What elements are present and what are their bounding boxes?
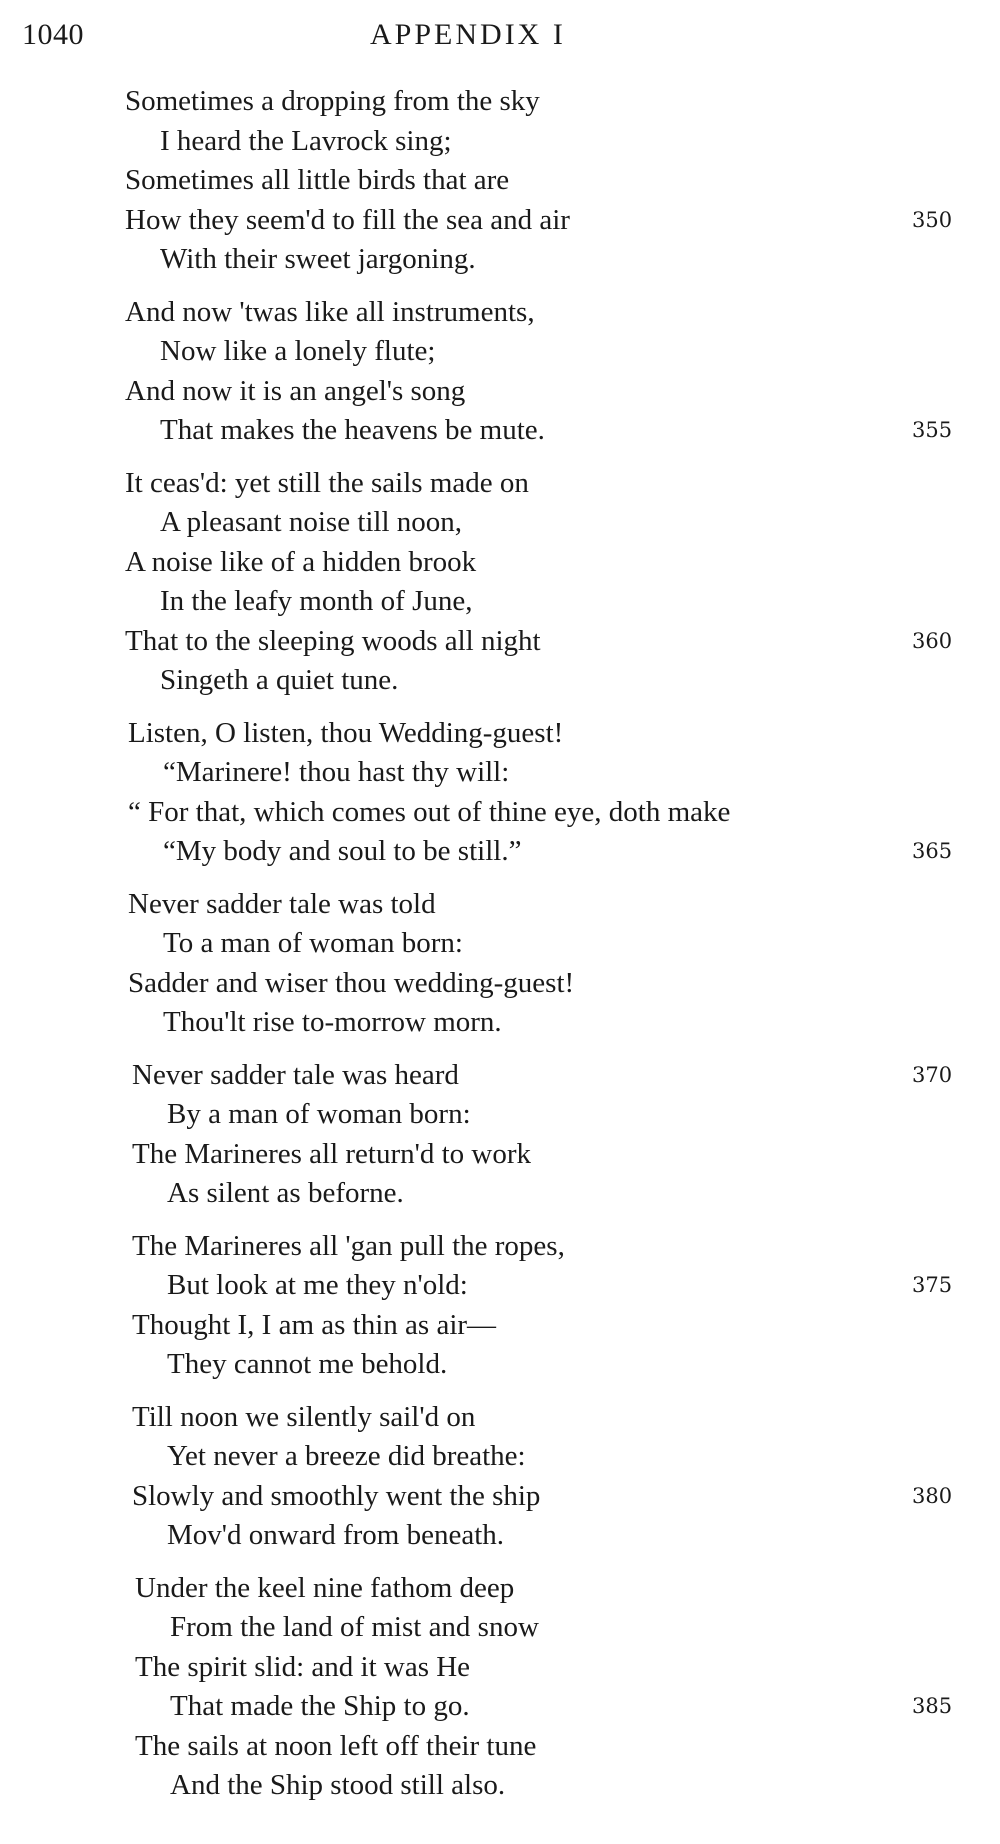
poem-line-text: The sails at noon left off their tune: [135, 1729, 537, 1762]
poem-line-text: How they seem'd to fill the sea and air: [125, 203, 570, 236]
poem-line-text: In the leafy month of June,: [160, 585, 473, 617]
poem-line: [0, 964, 1000, 1004]
poem-line-text: With their sweet jargoning.: [160, 243, 476, 275]
poem-line: [0, 201, 1000, 241]
stanza: [0, 1398, 1000, 1556]
poem-line-text: It ceas'd: yet still the sails made on: [125, 466, 529, 499]
poem-line-text: “Marinere! thou hast thy will:: [163, 756, 510, 788]
poem-line: [0, 1266, 1000, 1306]
poem-line-text: Never sadder tale was heard: [132, 1058, 459, 1091]
poem-line: [0, 1569, 1000, 1609]
poem-line-text: Sadder and wiser thou wedding-guest!: [128, 966, 575, 999]
poem-line: [0, 1003, 1000, 1043]
page-number: 1040: [22, 18, 84, 51]
poem-line: [0, 1437, 1000, 1477]
poem-line-text: Never sadder tale was told: [128, 887, 436, 920]
poem-line-text: Till noon we silently sail'd on: [132, 1400, 476, 1433]
poem-line-text: The Marineres all return'd to work: [132, 1137, 532, 1170]
poem-line: [0, 661, 1000, 701]
poem-line-text: And the Ship stood still also.: [170, 1769, 506, 1801]
poem-line: [0, 464, 1000, 504]
poem-line-text: Sometimes all little birds that are: [125, 164, 510, 196]
poem-line: [0, 82, 1000, 122]
poem-line-text: That to the sleeping woods all night: [125, 624, 541, 657]
poem-line-text: Singeth a quiet tune.: [160, 664, 399, 696]
poem-line-text: The Marineres all 'gan pull the ropes,: [132, 1229, 565, 1262]
page-header: [0, 18, 1000, 58]
stanza: [0, 1056, 1000, 1214]
stanza: [0, 1227, 1000, 1385]
poem-line-text: To a man of woman born:: [163, 927, 463, 959]
poem-line: [0, 885, 1000, 925]
poem-line-text: Listen, O listen, thou Wedding-guest!: [128, 716, 564, 749]
poem-line: [0, 1227, 1000, 1267]
poem-line-text: A pleasant noise till noon,: [160, 506, 463, 538]
poem-line: [0, 293, 1000, 333]
poem-line: [0, 1766, 1000, 1806]
poem-line: [0, 1687, 1000, 1727]
poem-line: [0, 1648, 1000, 1688]
running-head: APPENDIX I: [370, 18, 566, 51]
poem-line: [0, 1477, 1000, 1517]
poem-line: [0, 1135, 1000, 1175]
poem-line-text: Sometimes a dropping from the sky: [125, 85, 540, 117]
stanza: [0, 1569, 1000, 1806]
poem-line: [0, 793, 1000, 833]
poem-line-text: A noise like of a hidden brook: [125, 545, 477, 578]
poem-line-text: Mov'd onward from beneath.: [167, 1519, 505, 1551]
poem-line-text: That made the Ship to go.: [170, 1690, 470, 1722]
poem-line-text: Now like a lonely flute;: [160, 335, 436, 367]
line-number: 365: [912, 839, 953, 863]
poem-line: [0, 753, 1000, 793]
poem-line: [0, 1174, 1000, 1214]
poem-line: [0, 1095, 1000, 1135]
poem-line: [0, 1345, 1000, 1385]
poem-line-text: “My body and soul to be still.”: [163, 835, 522, 867]
poem-line: [0, 1306, 1000, 1346]
poem-line: [0, 1398, 1000, 1438]
poem-line: [0, 411, 1000, 451]
poem-line-text: Thought I, I am as thin as air—: [132, 1308, 497, 1341]
poem-line: [0, 372, 1000, 412]
poem-line: [0, 161, 1000, 201]
poem-line: [0, 582, 1000, 622]
stanza: [0, 464, 1000, 701]
line-number: 380: [912, 1483, 953, 1508]
poem-line: [0, 332, 1000, 372]
poem-line-text: As silent as beforne.: [167, 1177, 404, 1209]
poem-body: [0, 82, 1000, 1819]
poem-line-text: “ For that, which comes out of thine eye, doth make: [128, 795, 731, 828]
poem-line-text: And now it is an angel's song: [125, 374, 466, 407]
poem-line-text: The spirit slid: and it was He: [135, 1650, 471, 1683]
line-number: 355: [912, 418, 953, 442]
poem-line: [0, 503, 1000, 543]
poem-line-text: Under the keel nine fathom deep: [135, 1571, 515, 1604]
poem-line-text: I heard the Lavrock sing;: [160, 124, 452, 157]
poem-line: [0, 1516, 1000, 1556]
poem-line-text: By a man of woman born:: [167, 1098, 471, 1130]
poem-line-text: That makes the heavens be mute.: [160, 414, 545, 446]
poem-line-text: From the land of mist and snow: [170, 1611, 539, 1643]
line-number: 375: [912, 1273, 953, 1297]
poem-line: [0, 622, 1000, 662]
line-number: 350: [912, 207, 953, 232]
poem-line-text: Thou'lt rise to-morrow morn.: [163, 1006, 502, 1038]
line-number: 385: [912, 1694, 953, 1718]
poem-line-text: Slowly and smoothly went the ship: [132, 1479, 541, 1512]
poem-line: [0, 832, 1000, 872]
poem-line-text: And now 'twas like all instruments,: [125, 295, 535, 328]
poem-line: [0, 924, 1000, 964]
poem-line: [0, 714, 1000, 754]
poem-line-text: Yet never a breeze did breathe:: [167, 1440, 526, 1472]
stanza: [0, 293, 1000, 451]
poem-line: [0, 1056, 1000, 1096]
poem-line: [0, 1608, 1000, 1648]
poem-line-text: They cannot me behold.: [167, 1348, 448, 1380]
poem-line-text: But look at me they n'old:: [167, 1269, 468, 1301]
poem-line: [0, 122, 1000, 162]
poem-line: [0, 240, 1000, 280]
poem-line: [0, 543, 1000, 583]
stanza: [0, 82, 1000, 280]
poem-line: [0, 1727, 1000, 1767]
stanza: [0, 714, 1000, 872]
line-number: 360: [912, 628, 953, 653]
stanza: [0, 885, 1000, 1043]
line-number: 370: [912, 1062, 953, 1087]
